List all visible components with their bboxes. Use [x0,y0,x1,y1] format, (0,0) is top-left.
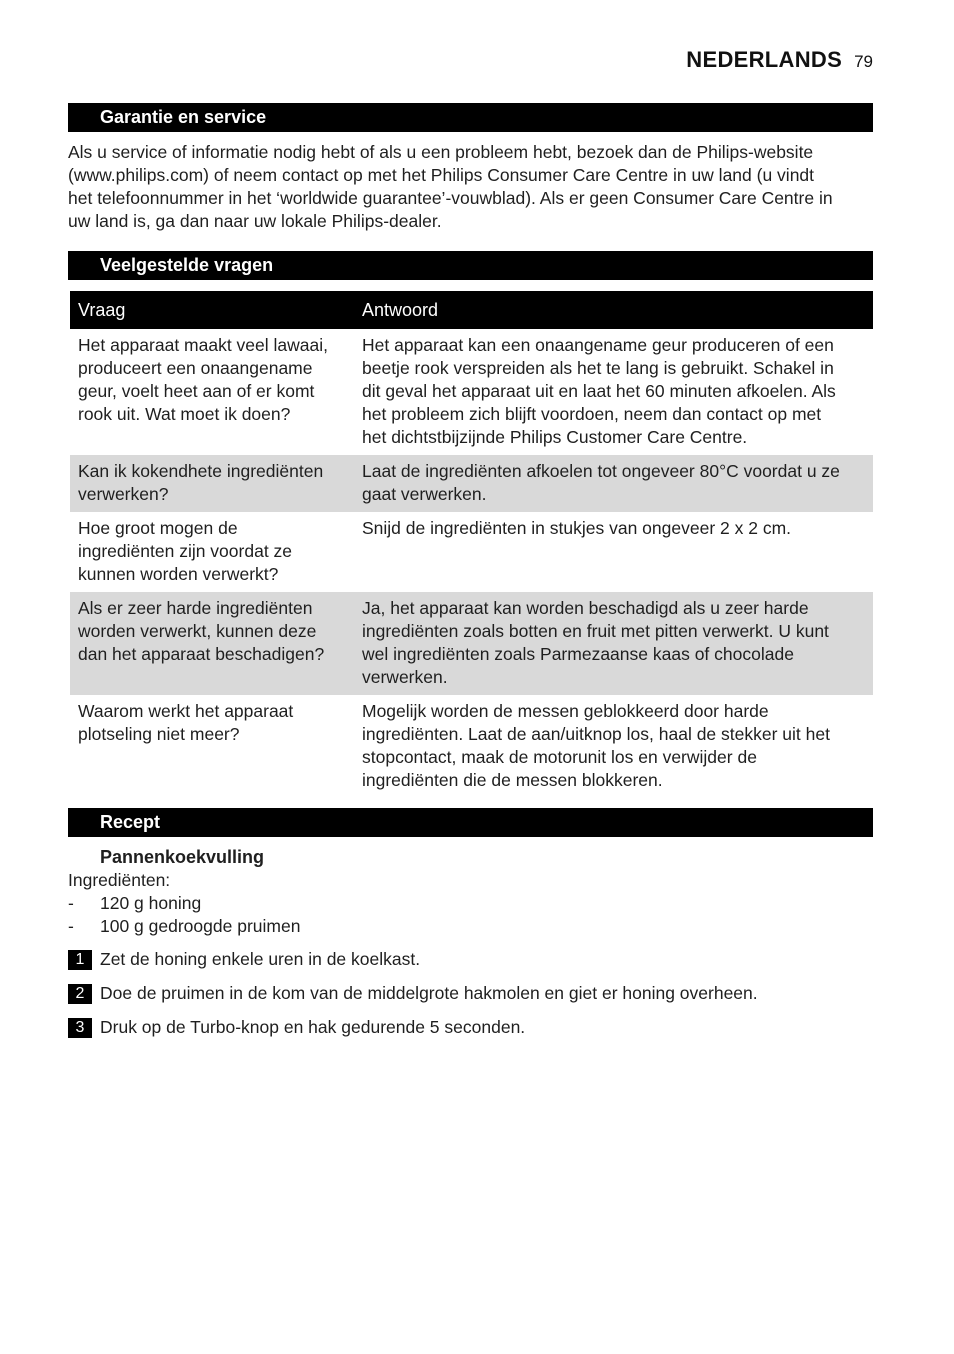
faq-row [70,695,873,798]
text-line: Het apparaat maakt veel lawaai, [78,335,328,355]
text-line: Waarom werkt het apparaat [78,701,294,721]
text-line: dit geval het apparaat uit en laat het 60 minuten afkoelen. Als [362,381,836,401]
section-heading-recipe: Recept [68,808,873,837]
text-line: beetje rook verspreiden als het te lang is gebruikt. Schakel in [362,358,834,378]
page-header [686,48,873,73]
faq-question [70,695,354,798]
text-line: Hoe groot mogen de [78,518,238,538]
ingredient-text: 120 g honing [100,893,202,913]
step-number-badge: 2 [68,984,92,1004]
faq-row [70,592,873,695]
text-line: wel ingrediënten zoals Parmezaanse kaas of chocolade [362,644,794,664]
faq-answer [354,695,873,798]
faq-question [70,329,354,455]
step-text: Doe de pruimen in de kom van de middelgrote hakmolen en giet er honing overheen. [100,983,758,1003]
text-line: verwerken? [78,484,169,504]
ingredient-item [68,892,201,915]
faq-answer [354,592,873,695]
recipe-step [68,982,758,1005]
recipe-title: Pannenkoekvulling [100,847,265,867]
faq-question [70,512,354,592]
faq-answer [354,455,873,512]
faq-row [70,329,873,455]
text-line: ingrediënten zijn voordat ze [78,541,293,561]
faq-question [70,592,354,695]
text-line: plotseling niet meer? [78,724,240,744]
text-line: rook uit. Wat moet ik doen? [78,404,291,424]
text-line: worden verwerkt, kunnen deze [78,621,317,641]
text-line: produceert een onaangename [78,358,313,378]
text-line: Als er zeer harde ingrediënten [78,598,313,618]
step-text: Zet de honing enkele uren in de koelkast. [100,949,421,969]
warranty-line: (www.philips.com) of neem contact op met het Philips Consumer Care Centre in uw land (u vindt [68,165,815,185]
text-line: dan het apparaat beschadigen? [78,644,325,664]
warranty-line: uw land is, ga dan naar uw lokale Philips-dealer. [68,211,442,231]
text-line: het probleem zich blijft voordoen, neem dan contact op met [362,404,822,424]
recipe-step [68,1016,525,1039]
step-number-badge: 1 [68,950,92,970]
text-line: stopcontact, maak de motorunit los en verwijder de [362,747,757,767]
text-line: Mogelijk worden de messen geblokkeerd door harde [362,701,769,721]
warranty-line: Als u service of informatie nodig hebt of als u een probleem hebt, bezoek dan de Philips-website [68,142,814,162]
faq-row [70,455,873,512]
step-text: Druk op de Turbo-knop en hak gedurende 5 seconden. [100,1017,526,1037]
text-line: geur, voelt heet aan of er komt [78,381,315,401]
list-bullet: - [68,893,74,913]
step-number-badge: 3 [68,1018,92,1038]
faq-table-header [70,291,873,329]
column-header-question: Vraag [78,299,126,320]
text-line: gaat verwerken. [362,484,487,504]
text-line: Laat de ingrediënten afkoelen tot ongeveer 80°C voordat u ze [362,461,840,481]
text-line: ingrediënten. Laat de aan/uitknop los, haal de stekker uit het [362,724,830,744]
faq-table [70,291,873,798]
recipe-step [68,948,420,971]
ingredient-text: 100 g gedroogde pruimen [100,916,301,936]
text-line: ingrediënten zoals botten en fruit met pitten verwerkt. U kunt [362,621,829,641]
text-line: Kan ik kokendhete ingrediënten [78,461,324,481]
section-heading-faq: Veelgestelde vragen [68,251,873,280]
text-line: het dichtstbijzijnde Philips Customer Care Centre. [362,427,748,447]
faq-row [70,512,873,592]
language-title: NEDERLANDS [686,47,843,72]
faq-question [70,455,354,512]
text-line: Snijd de ingrediënten in stukjes van ongeveer 2 x 2 cm. [362,518,792,538]
faq-answer [354,329,873,455]
page-number: 79 [854,52,873,71]
warranty-line: het telefoonnummer in het ‘worldwide guarantee’-vouwblad). Als er geen Consumer Care Centre in [68,188,833,208]
warranty-paragraph [68,141,876,233]
text-line: verwerken. [362,667,448,687]
text-line: Ja, het apparaat kan worden beschadigd als u zeer harde [362,598,809,618]
section-heading-warranty: Garantie en service [68,103,873,132]
faq-answer [354,512,873,592]
ingredient-item [68,915,300,938]
ingredients-label: Ingrediënten: [68,870,171,890]
text-line: ingrediënten die de messen blokkeren. [362,770,663,790]
text-line: kunnen worden verwerkt? [78,564,279,584]
column-header-answer: Antwoord [362,299,439,320]
text-line: Het apparaat kan een onaangename geur produceren of een [362,335,834,355]
list-bullet: - [68,916,74,936]
